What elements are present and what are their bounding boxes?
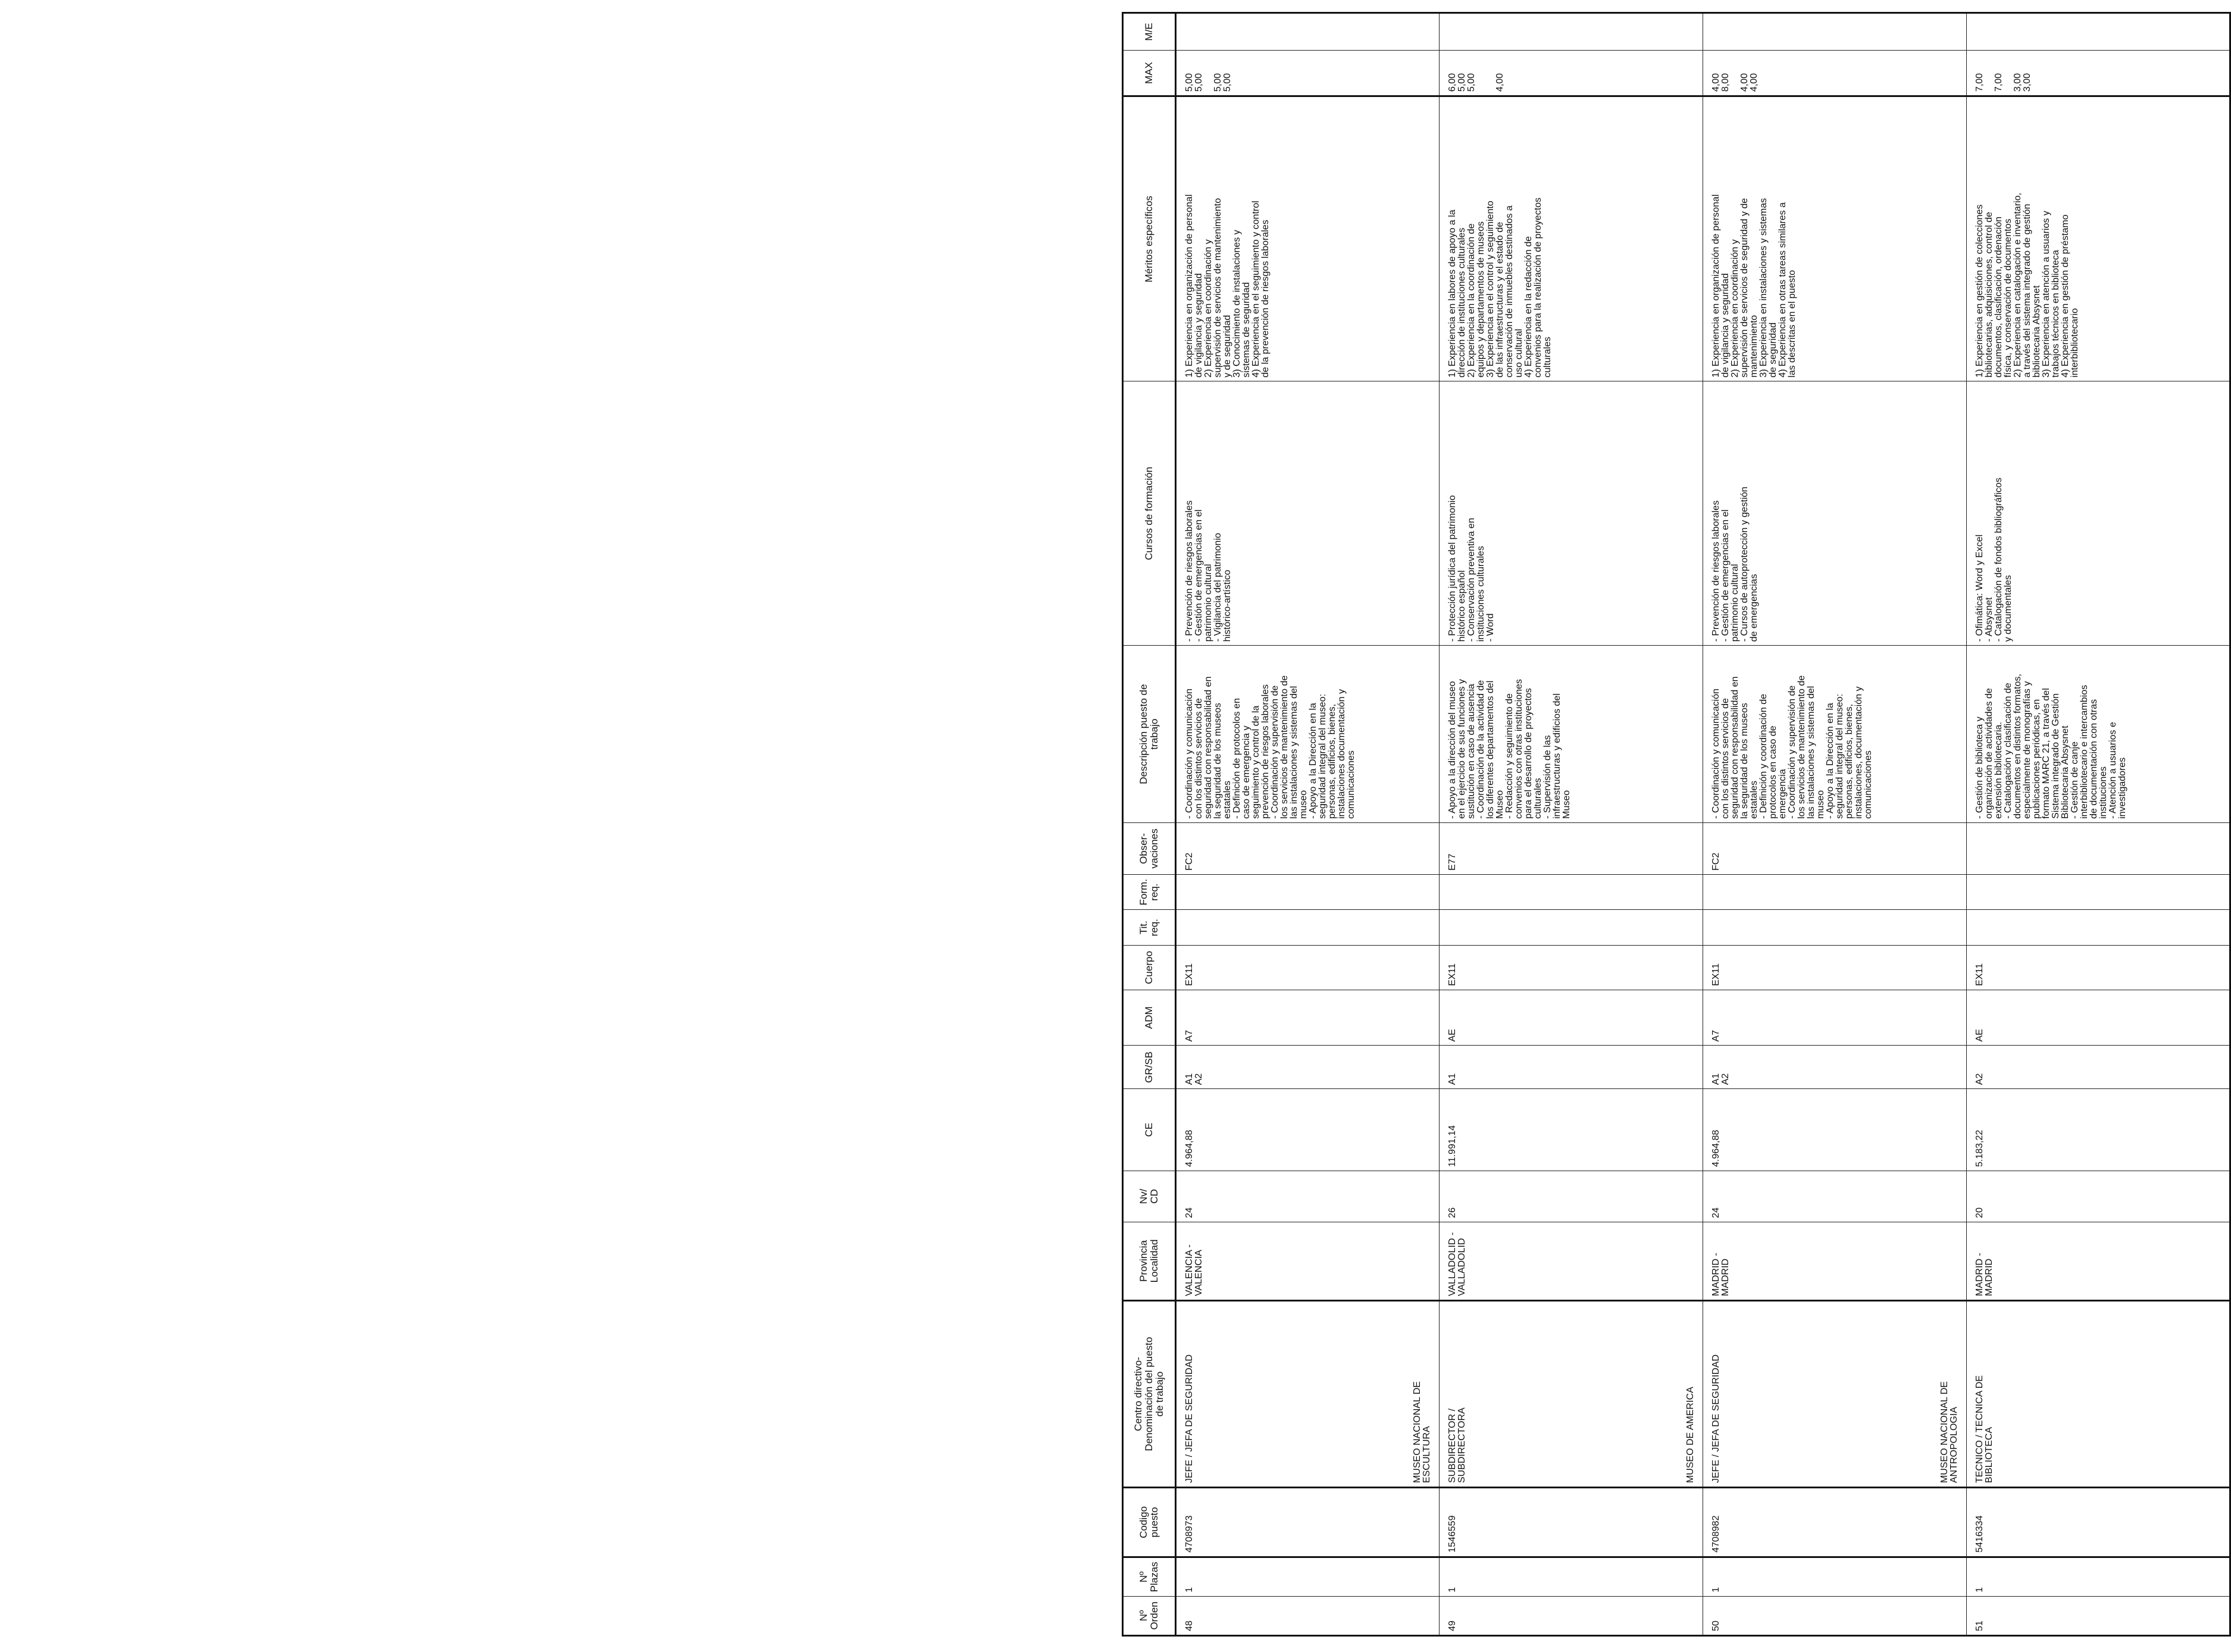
cell-museo: MUSEO NACIONAL DE ESCULTURA [1412,1381,1432,1484]
cell-adm: AE [1440,990,1703,1046]
cell-adm: A7 [1176,990,1440,1046]
cell-museo: MUSEO NACIONAL DE ANTROPOLOGIA [1939,1381,1959,1484]
cell-max: 5,00 5,00 5,00 5,00 [1176,50,1440,96]
table-row [1176,13,1440,1636]
cell-puesto: JEFE / JEFA DE SEGURIDAD [1711,1354,1721,1484]
header-me: M/E [1123,13,1176,51]
cell-ce: 5.183,22 [1967,1089,2230,1171]
cell-descripcion: - Apoyo a la dirección del museo en el ejercicio de sus funciones y sustitución en caso de ausencia - Coordinación de la actividad de los diferentes departamentos del Museo - Redacción y seguimiento de convenios con otras instituciones para el desarrollo de proyectos culturales - Supervisión de las infraestructuras y edificios del Museo [1440,646,1703,822]
cell-max: 4,00 8,00 4,00 4,00 [1703,50,1967,96]
cell-cuerpo: EX11 [1176,945,1440,990]
header-cuerpo: Cuerpo [1123,945,1176,990]
cell-obs: FC2 [1703,822,1967,874]
cell-me [1703,13,1967,51]
cell-nivel: 24 [1176,1171,1440,1222]
cell-puesto: TECNICO / TECNICA DE BIBLIOTECA [1975,1375,1994,1484]
cell-descripcion: - Coordinación y comunicación con los distintos servicios de seguridad con responsabilidad en la seguridad de los museos estatales - Definición de protocolos en caso de emergencia y seguimiento y control de la prevención de riesgos laborales - Coordinación y supervisión de los servicios de mantenimiento de las instalaciones y sistemas del museo - Apoyo a la Dirección en la seguridad integral del museo: personas, edificios, bienes, instalaciones documentación y comunicaciones [1176,646,1440,822]
header-meritos: Méritos específicos [1123,96,1176,381]
cell-descripcion: - Coordinación y comunicación con los distintos servicios de seguridad con responsabilidad en la seguridad de los museos estatales - Definición y coordinación de protocolos en caso de emergencia - Coordinación y supervisión de los servicios de mantenimiento de las instalaciones y sistemas del museo - Apoyo a la Dirección en la seguridad integral del museo: personas, edificios, bienes, instalaciones, documentación y comunicaciones [1703,646,1967,822]
table-row [1967,13,2230,1636]
cell-me [1176,13,1440,51]
cell-nivel: 24 [1703,1171,1967,1222]
cell-max: 7,00 7,00 3,00 3,00 [1967,50,2230,96]
header-obs: Obser- vaciones [1123,822,1176,874]
cell-centro [1967,1301,2230,1488]
table-row [1703,13,1967,1636]
cell-nivel: 20 [1967,1171,2230,1222]
cell-form [1440,874,1703,909]
cell-max: 6,00 5,00 5,00 4,00 [1440,50,1703,96]
cell-grsb: A2 [1967,1046,2230,1089]
cell-ce: 4.964,88 [1703,1089,1967,1171]
cell-cursos: - Prevención de riesgos laborales - Gestión de emergencias en el patrimonio cultural - Vigilancia del patrimonio histórico-artístico [1176,381,1440,646]
cell-obs: FC2 [1176,822,1440,874]
cell-obs [1967,822,2230,874]
header-descripcion: Descripción puesto de trabajo [1123,646,1176,822]
header-adm: ADM [1123,990,1176,1046]
cell-codigo: 4708973 [1176,1488,1440,1557]
cell-plazas: 1 [1703,1557,1967,1596]
cell-provincia: MADRID - MADRID [1703,1222,1967,1300]
cell-tit [1967,910,2230,945]
table-row [1440,13,1703,1636]
cell-nivel: 26 [1440,1171,1703,1222]
cell-meritos: 1) Experiencia en gestión de colecciones bibliotecarias, adquisiciones, control de documentos, clasificación, ordenación física, y conservación de documentos 2) Experiencia en catalogación e inventario, a través del sistema integrado de gestión bibliotecaria Absysnet 3) Experiencia en atención a usuarios y trabajos técnicos en biblioteca 4) Experiencia en gestión de préstamo interbibliotecario [1967,96,2230,381]
cell-grsb: A1 [1440,1046,1703,1089]
cell-tit [1440,910,1703,945]
cell-codigo: 5416334 [1967,1488,2230,1557]
header-plazas: Nº Plazas [1123,1557,1176,1596]
cell-orden: 50 [1703,1596,1967,1635]
cell-ce: 4.964,88 [1176,1089,1440,1171]
header-max: MAX [1123,50,1176,96]
cell-centro [1176,1301,1440,1488]
cell-puesto: JEFE / JEFA DE SEGURIDAD [1184,1354,1194,1484]
header-cursos: Cursos de formación [1123,381,1176,646]
header-form: Form. req. [1123,874,1176,909]
header-codigo: Codigo puesto [1123,1488,1176,1557]
cell-meritos: 1) Experiencia en labores de apoyo a la dirección de instituciones culturales 2) Experiencia en la coordinación de equipos y departamentos de museos 3) Experiencia en el control y seguimiento de las infraestructuras y el estado de conservación de inmuebles destinados a uso cultural 4) Experiencia en la redacción de convenios para la realización de proyectos culturales [1440,96,1703,381]
cell-cursos: - Protección jurídica del patrimonio histórico español - Conservación preventiva en instituciones culturales - Word [1440,381,1703,646]
cell-provincia: VALLADOLID - VALLADOLID [1440,1222,1703,1300]
cell-orden: 48 [1176,1596,1440,1635]
cell-cursos: - Prevención de riesgos laborales - Gestión de emergencias en el patrimonio cultural - Cursos de autoprotección y gestión de emergencias [1703,381,1967,646]
header-ce: CE [1123,1089,1176,1171]
cell-me [1440,13,1703,51]
cell-grsb: A1 A2 [1703,1046,1967,1089]
cell-orden: 51 [1967,1596,2230,1635]
header-nivel: Nv/ CD [1123,1171,1176,1222]
cell-obs: E77 [1440,822,1703,874]
cell-meritos: 1) Experiencia en organización de personal de vigilancia y seguridad 2) Experiencia en coordinación y supervisión de servicios de mantenimiento y de seguridad 3) Conocimiento de instalaciones y sistemas de seguridad 4) Experiencia en el seguimiento y control de la prevención de riesgos laborales [1176,96,1440,381]
cell-cursos: - Ofimática: Word y Excel - Absysnet - Catalogación de fondos bibliográficos y documentales [1967,381,2230,646]
cell-meritos: 1) Experiencia en organización de personal de vigilancia y seguridad 2) Experiencia en coordinación y supervisión de servicios de seguridad y de mantenimiento 3) Experiencia en instalaciones y sistemas de seguridad 4) Experiencia en otras tareas similares a las descritas en el puesto [1703,96,1967,381]
cell-orden: 49 [1440,1596,1703,1635]
rotated-document-page [1122,12,2229,1637]
cell-centro [1440,1301,1703,1488]
cell-descripcion: - Gestión de biblioteca y organización de actividades de extensión bibliotecaria. - Catalogación y clasificación de documentos en distintos formatos, especialmente de monografías y publicaciones periódicas, en formato MARC 21, a través del Sistema integrado de Gestión Bibliotecaria Absysnet - Gestión de canje interbibliotecario e intercambios de documentación con otras instituciones - Atención a usuarios e investigadores [1967,646,2230,822]
cell-adm: A7 [1703,990,1967,1046]
cell-ce: 11.991,14 [1440,1089,1703,1171]
header-grsb: GR/SB [1123,1046,1176,1089]
header-orden: Nº Orden [1123,1596,1176,1635]
cell-form [1703,874,1967,909]
cell-form [1176,874,1440,909]
cell-cuerpo: EX11 [1703,945,1967,990]
cell-plazas: 1 [1967,1557,2230,1596]
cell-adm: AE [1967,990,2230,1046]
cell-centro [1703,1301,1967,1488]
cell-tit [1176,910,1440,945]
cell-tit [1703,910,1967,945]
header-centro: Centro directivo- Denominación del puesto de trabajo [1123,1301,1176,1488]
cell-form [1967,874,2230,909]
cell-provincia: VALENCIA - VALENCIA [1176,1222,1440,1300]
cell-museo: MUSEO DE AMERICA [1685,1387,1695,1484]
cell-grsb: A1 A2 [1176,1046,1440,1089]
cell-puesto: SUBDIRECTOR / SUBDIRECTORA [1447,1407,1467,1484]
cell-plazas: 1 [1176,1557,1440,1596]
cell-cuerpo: EX11 [1440,945,1703,990]
cell-codigo: 1546559 [1440,1488,1703,1557]
cell-me [1967,13,2230,51]
cell-plazas: 1 [1440,1557,1703,1596]
cell-codigo: 4708982 [1703,1488,1967,1557]
job-positions-table [1122,12,2231,1637]
header-tit: Tit. req. [1123,910,1176,945]
cell-provincia: MADRID - MADRID [1967,1222,2230,1300]
cell-cuerpo: EX11 [1967,945,2230,990]
header-row [1123,13,1176,1636]
header-provincia: Provincia Localidad [1123,1222,1176,1300]
